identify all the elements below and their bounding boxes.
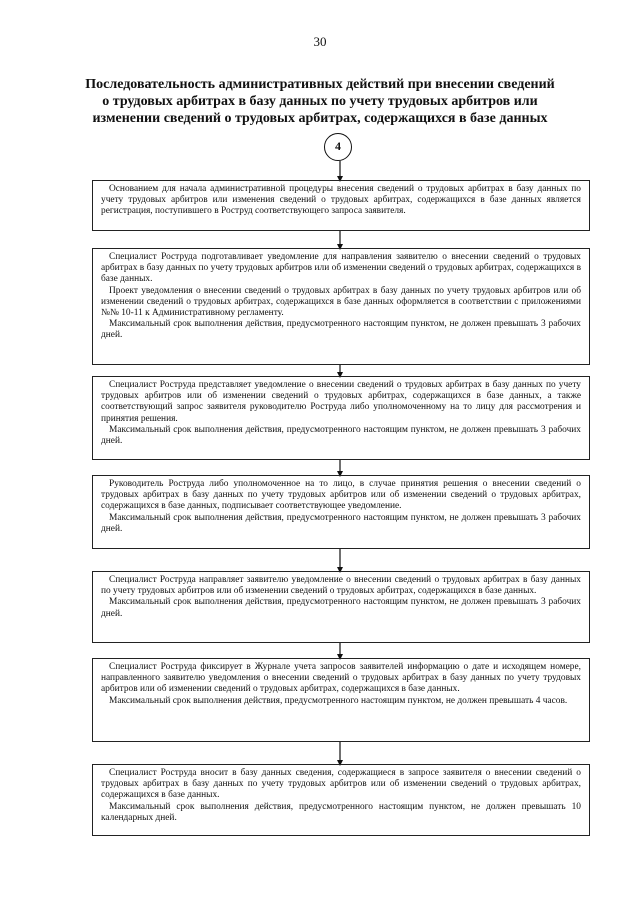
- step-text: Специалист Роструда фиксирует в Журнале учета запросов заявителей информацию о дате и исходящем номере, направленного заявителю уведомления о внесении сведений о трудовых арбитрах в базу данных по учету трудовых арбитров или об изменении сведений о трудовых арбитрах, содержащихся в базе данных.: [101, 662, 581, 695]
- start-connector-circle: 4: [324, 133, 352, 161]
- step-box-4: [92, 475, 590, 549]
- step-text: Основанием для начала административной процедуры внесения сведений о трудовых арбитрах в базу данных по учету трудовых арбитров или изменения сведений о трудовых арбитрах, содержащихся в базе данных является регистрация, поступившего в Роструд соответствующего запроса заявителя.: [101, 184, 581, 217]
- step-box-6: [92, 658, 590, 742]
- step-text: Максимальный срок выполнения действия, предусмотренного настоящим пунктом, не должен превышать 3 рабочих дней.: [101, 597, 581, 619]
- step-text: Специалист Роструда представляет уведомление о внесении сведений о трудовых арбитрах в базу данных по учету трудовых арбитров или об изменении сведений о трудовых арбитрах, содержащихся в базе данных, а также соответствующий запрос заявителя руководителю Роструда либо уполномоченному на то лицу для рассмотрения и принятия решения.: [101, 380, 581, 424]
- step-text: Проект уведомления о внесении сведений о трудовых арбитрах в базу данных по учету трудовых арбитров или об изменении сведений о трудовых арбитрах, содержащихся в базе данных оформляется в соответствии с приложениями №№ 10-11 к Административному регламенту.: [101, 285, 581, 319]
- title-line: о трудовых арбитрах в базу данных по учету трудовых арбитров или: [102, 94, 538, 109]
- step-text: Максимальный срок выполнения действия, предусмотренного настоящим пунктом, не должен превышать 3 рабочих дней.: [101, 512, 581, 534]
- step-text: Максимальный срок выполнения действия, предусмотренного настоящим пунктом, не должен превышать 4 часов.: [109, 695, 568, 706]
- page-number: 30: [313, 34, 327, 49]
- title-line: Последовательность административных действий при внесении сведений: [85, 77, 555, 92]
- step-text: Руководитель Роструда либо уполномоченное на то лицо, в случае принятия решения о внесении сведений о трудовых арбитрах в базу данных по учету трудовых арбитров или об изменении сведений о трудовых арбитрах, содержащихся в базе данных, подписывает соответствующее уведомление.: [101, 479, 581, 512]
- step-text: Максимальный срок выполнения действия, предусмотренного настоящим пунктом, не должен превышать 10 календарных дней.: [101, 801, 581, 823]
- step-box-5: [92, 571, 590, 643]
- step-box-3: [92, 376, 590, 460]
- step-text: Максимальный срок выполнения действия, предусмотренного настоящим пунктом, не должен превышать 3 рабочих дней.: [101, 319, 581, 341]
- step-text: Специалист Роструда вносит в базу данных сведения, содержащиеся в запросе заявителя о внесении сведений о трудовых арбитрах в базу данных по учету трудовых арбитров или об изменении сведений о трудовых арбитрах, содержащихся в базе данных.: [101, 768, 581, 801]
- step-text: Максимальный срок выполнения действия, предусмотренного настоящим пунктом, не должен превышать 3 рабочих дней.: [101, 424, 581, 447]
- step-box-2: [92, 248, 590, 365]
- step-text: Специалист Роструда направляет заявителю уведомление о внесении сведений о трудовых арбитрах в базу данных по учету трудовых арбитров или об изменении сведений о трудовых арбитрах, содержащихся в базе данных.: [101, 575, 581, 597]
- step-box-7: [92, 764, 590, 836]
- step-box-1: [92, 180, 590, 231]
- title-line: изменении сведений о трудовых арбитрах, содержащихся в базе данных: [92, 111, 548, 126]
- step-text: Специалист Роструда подготавливает уведомление для направления заявителю о внесении сведений о трудовых арбитрах в базу данных по учету трудовых арбитров или об изменении сведений о трудовых арбитрах, содержащихся в базе данных.: [101, 252, 581, 285]
